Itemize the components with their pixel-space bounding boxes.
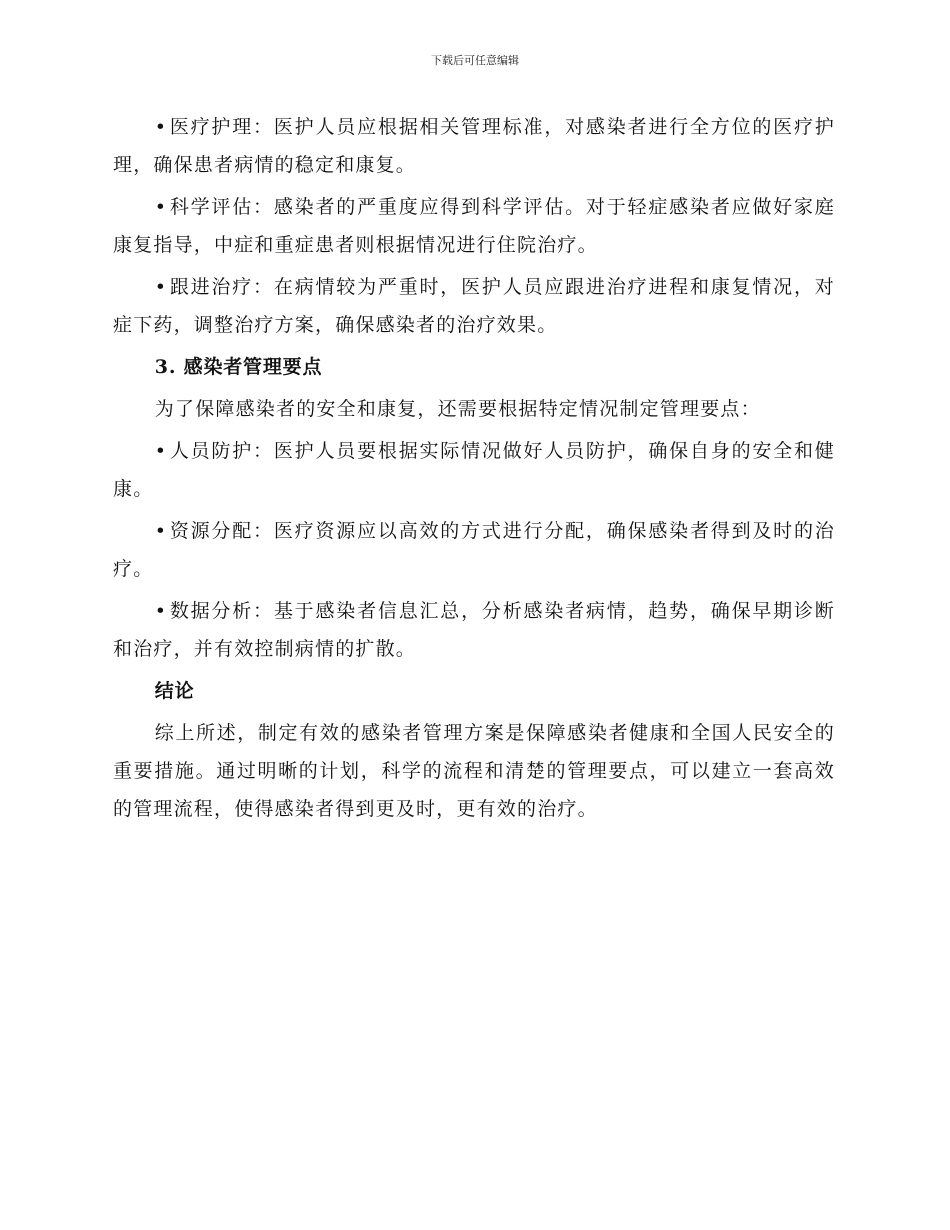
management-intro: 为了保障感染者的安全和康复，还需要根据特定情况制定管理要点： [154, 398, 761, 420]
item-text: 感染者的严重度应得到科学评估。对于轻症感染者应做好家庭康复指导，中症和重症患者则根据情况进行住院治疗。 [113, 196, 835, 256]
item-text: 医疗资源应以高效的方式进行分配，确保感染者得到及时的治疗。 [113, 520, 835, 580]
bullet-item-data-analysis [113, 592, 835, 668]
bullet-marker: • [154, 600, 168, 622]
bullet-item-follow-up-treatment [113, 268, 835, 344]
bullet-marker: • [154, 276, 168, 298]
item-label: 医疗护理： [169, 116, 274, 138]
item-label: 数据分析： [169, 600, 274, 622]
conclusion-paragraph: 综上所述，制定有效的感染者管理方案是保障感染者健康和全国人民安全的重要措施。通过明晰的计划，科学的流程和清楚的管理要点，可以建立一套高效的管理流程，使得感染者得到更及时，更有效的治疗。 [113, 722, 835, 820]
bullet-item-resource-allocation [113, 512, 835, 588]
bullet-marker: • [154, 196, 168, 218]
section-heading-conclusion: 结论 [154, 680, 195, 702]
item-text: 在病情较为严重时，医护人员应跟进治疗进程和康复情况，对症下药，调整治疗方案，确保感染者的治疗效果。 [113, 276, 835, 336]
item-label: 人员防护： [169, 440, 274, 462]
section-heading-management: 3. 感染者管理要点 [154, 356, 323, 378]
item-label: 资源分配： [169, 520, 274, 542]
bullet-item-scientific-assessment [113, 188, 835, 264]
bullet-item-personnel-protection [113, 432, 835, 508]
item-text: 基于感染者信息汇总，分析感染者病情，趋势，确保早期诊断和治疗，并有效控制病情的扩散。 [113, 600, 835, 660]
bullet-marker: • [154, 520, 168, 542]
bullet-item-medical-care [113, 108, 835, 184]
document-body [113, 108, 835, 832]
bullet-marker: • [154, 116, 168, 138]
item-text: 医护人员应根据相关管理标准，对感染者进行全方位的医疗护理，确保患者病情的稳定和康复。 [113, 116, 835, 176]
item-label: 跟进治疗： [169, 276, 274, 298]
page-header: 下载后可任意编辑 [431, 54, 519, 67]
item-label: 科学评估： [169, 196, 274, 218]
item-text: 医护人员要根据实际情况做好人员防护，确保自身的安全和健康。 [113, 440, 835, 500]
bullet-marker: • [154, 440, 168, 462]
